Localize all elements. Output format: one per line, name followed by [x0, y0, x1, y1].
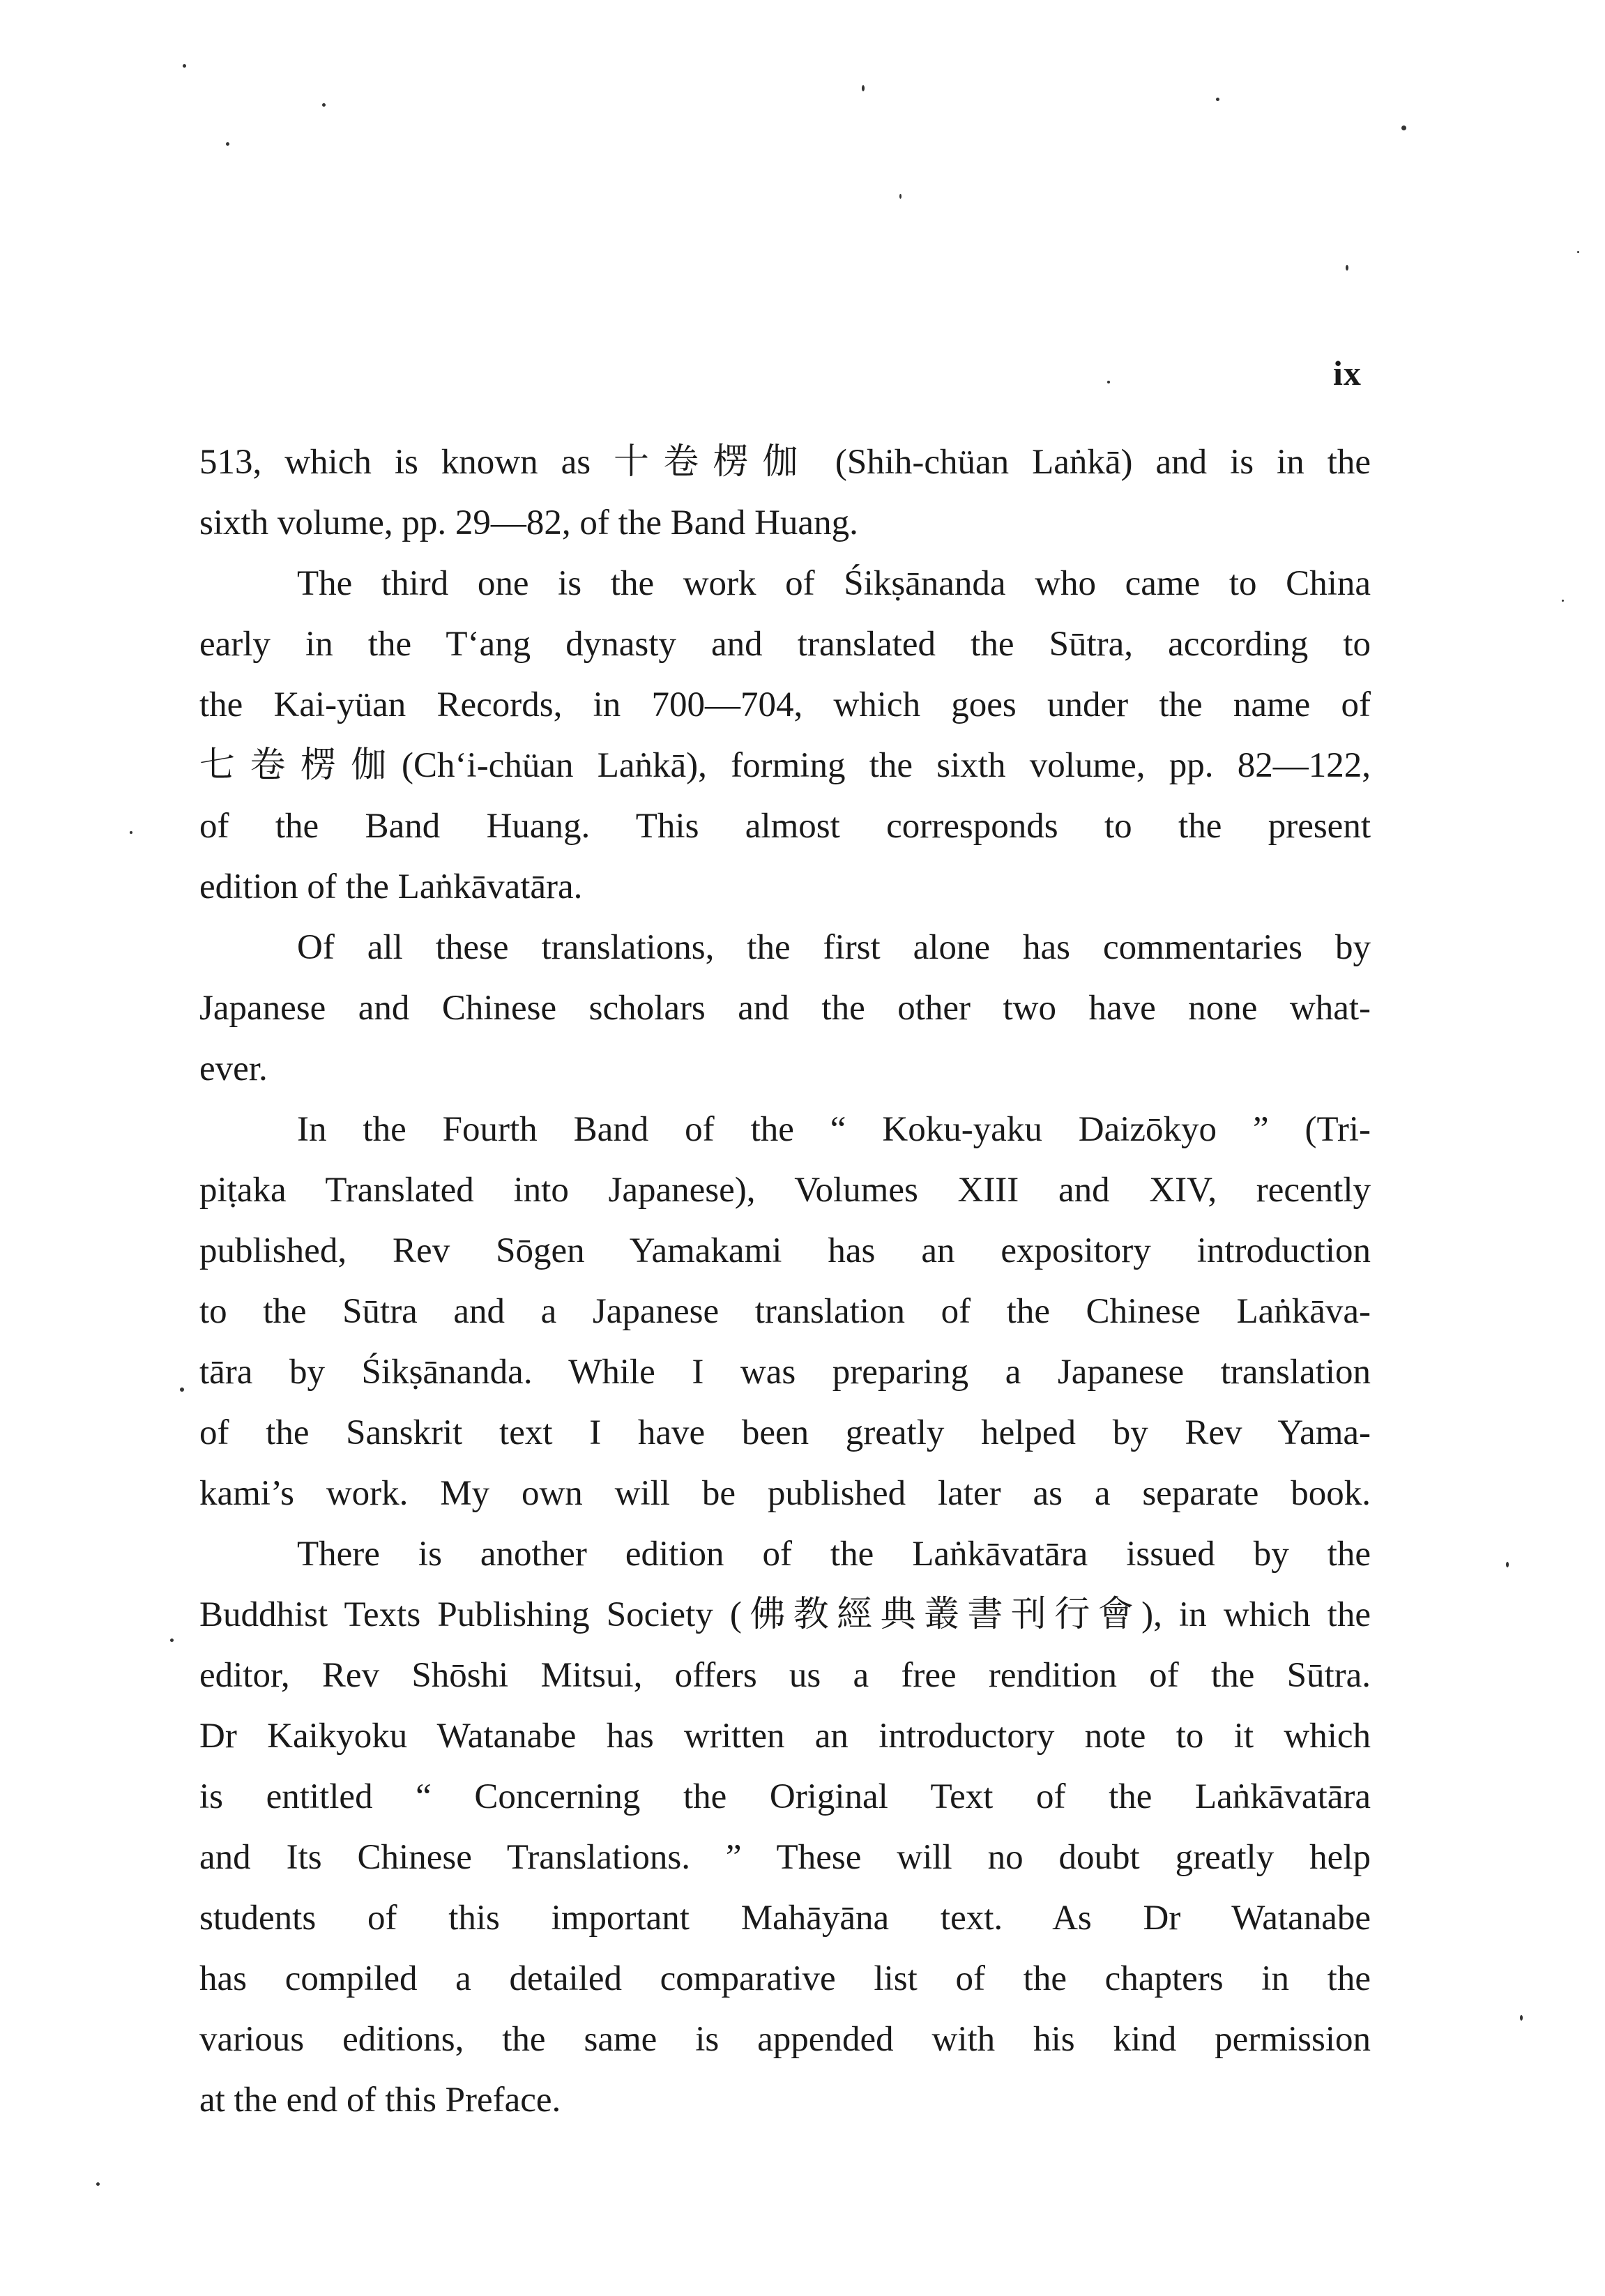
scan-speck: [1401, 126, 1406, 130]
scan-speck: [170, 1639, 174, 1642]
text-line-11: ever.: [199, 1049, 268, 1088]
scan-speck: [322, 103, 326, 107]
text-line-18: kami’s work. My own will be published later as a separate book.: [199, 1474, 1371, 1513]
text-line-9: Of all these translations, the first alone has commentaries by: [297, 928, 1371, 967]
scan-speck: [1107, 381, 1110, 383]
text-line-5: the Kai-yüan Records, in 700—704, which goes under the name of: [199, 685, 1371, 724]
scan-speck: [1216, 98, 1219, 101]
scan-speck: [1520, 2015, 1523, 2021]
text-line-17: of the Sanskrit text I have been greatly helped by Rev Yama-: [199, 1413, 1371, 1452]
text-line-12: In the Fourth Band of the “ Koku-yaku Daizōkyo ” (Tri-: [297, 1110, 1371, 1149]
scan-speck: [96, 2182, 100, 2186]
text-line-1: 513, which is known as 十卷楞伽 (Shih-chüan Laṅkā) and is in the: [199, 443, 1371, 482]
text-line-28: at the end of this Preface.: [199, 2081, 561, 2120]
scan-speck: [183, 64, 186, 68]
scan-speck: [226, 142, 229, 146]
scan-speck: [180, 1388, 184, 1392]
text-line-3: The third one is the work of Śikṣānanda who came to China: [297, 564, 1371, 603]
text-line-2: sixth volume, pp. 29—82, of the Band Huang.: [199, 503, 858, 542]
scan-speck: [1562, 600, 1564, 602]
scan-speck: [1346, 265, 1348, 271]
text-line-7: of the Band Huang. This almost corresponds to the present: [199, 807, 1371, 846]
scan-speck: [899, 194, 902, 199]
text-line-16: tāra by Śikṣānanda. While I was preparing a Japanese translation: [199, 1353, 1371, 1392]
preface-text: [199, 432, 1371, 2131]
text-line-13: piṭaka Translated into Japanese), Volumes XIII and XIV, recently: [199, 1171, 1371, 1210]
text-line-8: edition of the Laṅkāvatāra.: [199, 867, 583, 906]
page-number: ix: [1333, 353, 1362, 393]
text-line-15: to the Sūtra and a Japanese translation of the Chinese Laṅkāva-: [199, 1292, 1371, 1331]
text-line-6: 七卷楞伽(Ch‘i-chüan Laṅkā), forming the sixth volume, pp. 82—122,: [199, 746, 1371, 785]
text-line-10: Japanese and Chinese scholars and the other two have none what-: [199, 989, 1371, 1028]
text-line-20: Buddhist Texts Publishing Society (佛教經典叢書刊行會), in which the: [199, 1595, 1371, 1634]
scan-speck: [1577, 251, 1579, 253]
scan-speck: [130, 831, 132, 834]
text-line-24: and Its Chinese Translations. ” These will no doubt greatly help: [199, 1838, 1371, 1877]
text-line-14: published, Rev Sōgen Yamakami has an expository introduction: [199, 1231, 1371, 1270]
text-line-4: early in the T‘ang dynasty and translated the Sūtra, according to: [199, 625, 1371, 664]
text-line-27: various editions, the same is appended with his kind permission: [199, 2020, 1371, 2059]
text-line-25: students of this important Mahāyāna text. As Dr Watanabe: [199, 1899, 1371, 1938]
text-line-21: editor, Rev Shōshi Mitsui, offers us a free rendition of the Sūtra.: [199, 1656, 1371, 1695]
text-line-26: has compiled a detailed comparative list of the chapters in the: [199, 1959, 1371, 1998]
scan-speck: [1506, 1562, 1509, 1567]
scan-speck: [862, 85, 865, 91]
text-line-23: is entitled “ Concerning the Original Text of the Laṅkāvatāra: [199, 1777, 1371, 1816]
text-line-19: There is another edition of the Laṅkāvatāra issued by the: [297, 1535, 1371, 1574]
text-line-22: Dr Kaikyoku Watanabe has written an introductory note to it which: [199, 1717, 1371, 1756]
